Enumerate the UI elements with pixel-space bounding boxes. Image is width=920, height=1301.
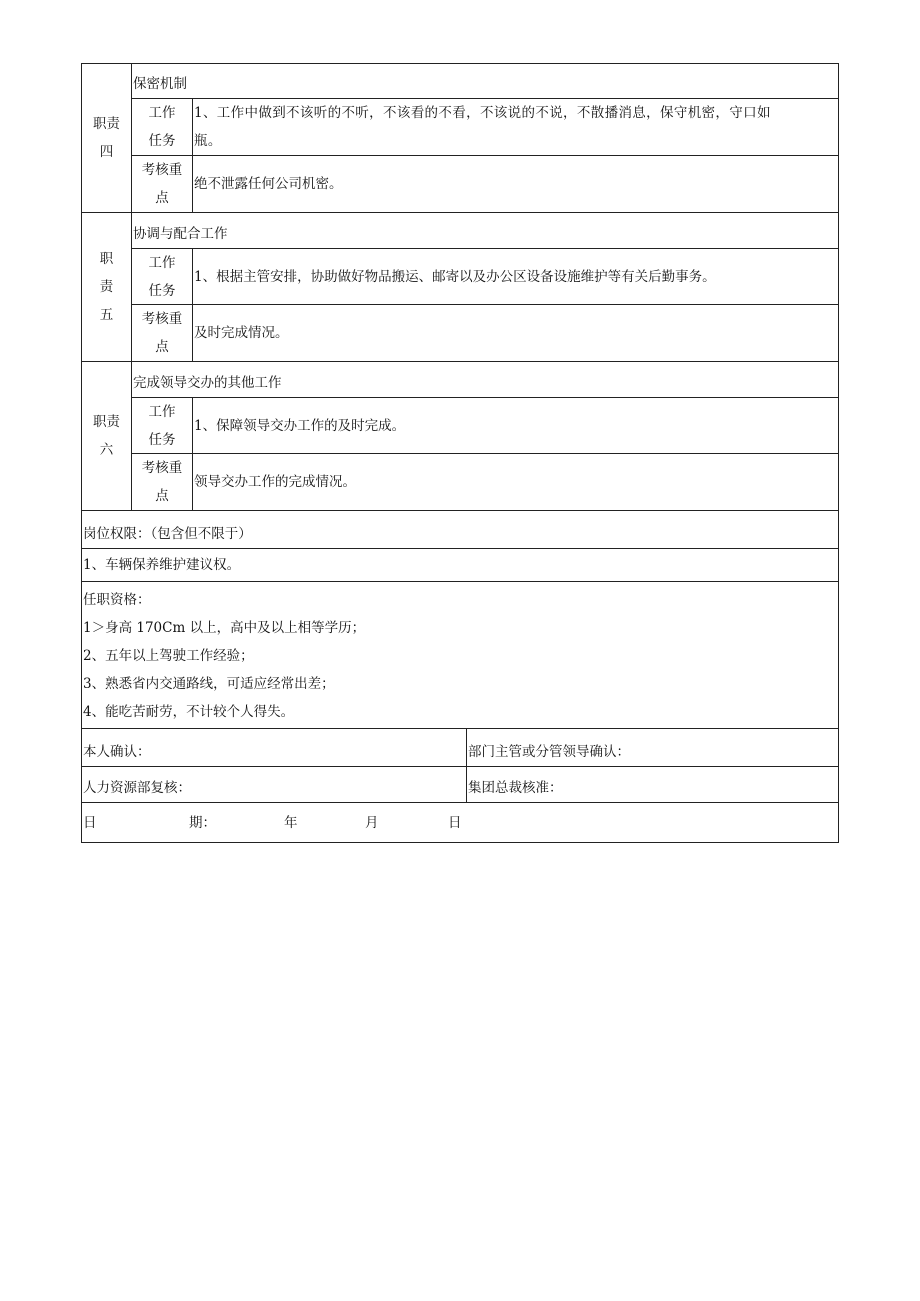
- duty-5-task-label: [131, 248, 193, 305]
- duty-6-assess-text: [192, 453, 839, 511]
- date-year-label: 年: [284, 815, 298, 831]
- duty-6-assess-label-line2: 点: [155, 488, 169, 504]
- duty-6-title-text: 完成领导交办的其他工作: [133, 375, 282, 391]
- duty-6-task-line1: 1、保障领导交办工作的及时完成。: [194, 417, 406, 434]
- duty-4-task-label-line1: 工作: [148, 105, 176, 121]
- ceo-approve-label: 集团总裁核准：: [468, 780, 563, 796]
- duty-4-label: [81, 63, 132, 213]
- self-confirm-label: 本人确认：: [83, 744, 151, 760]
- date-label-char1: 日: [83, 815, 97, 831]
- self-confirm-cell: [81, 728, 467, 767]
- duty-5-title: [131, 212, 839, 249]
- duty-4-task-line1: 1、工作中做到不该听的不听，不该看的不看，不该说的不说，不散播消息，保守机密，守口如: [194, 105, 771, 121]
- authority-items: [81, 548, 839, 582]
- duty-6-task-text: [192, 397, 839, 454]
- qualification-item-1: 1＞身高 170Cm 以上，高中及以上相等学历；: [83, 620, 366, 636]
- authority-item-1: 1、车辆保养维护建议权。: [83, 557, 241, 573]
- duty-5-assess-text: [192, 304, 839, 362]
- duty-5-task-line1: 1、根据主管安排，协助做好物品搬运、邮寄以及办公区设备设施维护等有关后勤事务。: [194, 268, 716, 285]
- duty-4-title: [131, 63, 839, 99]
- authority-heading-text: 岗位权限：（包含但不限于）: [83, 526, 252, 542]
- duty-5-assess-label: [131, 304, 193, 362]
- duty-5-title-text: 协调与配合工作: [133, 226, 228, 242]
- qualification-item-4: 4、能吃苦耐劳，不计较个人得失。: [83, 704, 295, 720]
- duty-5-assess-value: 及时完成情况。: [194, 325, 289, 341]
- duty-6-assess-label-line1: 考核重: [141, 460, 183, 476]
- duty-4-assess-label: [131, 155, 193, 213]
- qualification-item-3: 3、熟悉省内交通路线，可适应经常出差；: [83, 676, 335, 692]
- duty-4-assess-value: 绝不泄露任何公司机密。: [194, 176, 343, 192]
- duty-4-label-line1: 职责: [93, 116, 120, 132]
- duty-4-assess-label-line2: 点: [155, 190, 169, 206]
- duty-6-assess-value: 领导交办工作的完成情况。: [194, 474, 356, 490]
- duty-5-assess-label-line2: 点: [155, 339, 169, 355]
- date-row: [81, 802, 839, 843]
- duty-4-task-label: [131, 98, 193, 156]
- ceo-approve-cell: [466, 766, 839, 803]
- date-month-label: 月: [365, 815, 379, 831]
- qualification-item-2: 2、五年以上驾驶工作经验；: [83, 648, 254, 664]
- duty-6-task-label-line2: 任务: [148, 431, 176, 448]
- duty-6-label: [81, 361, 132, 511]
- duty-5-label-line2: 责: [99, 279, 114, 295]
- duty-6-assess-label: [131, 453, 193, 511]
- duty-4-assess-text: [192, 155, 839, 213]
- duty-5-label-line3: 五: [99, 307, 114, 323]
- duty-5-label: [81, 212, 132, 362]
- duty-5-label-line1: 职: [99, 251, 114, 267]
- duty-5-task-label-line1: 工作: [148, 254, 176, 271]
- qualifications-block: [81, 581, 839, 729]
- duty-4-task-label-line2: 任务: [148, 133, 176, 149]
- duty-6-task-label: [131, 397, 193, 454]
- authority-heading: [81, 510, 839, 549]
- duty-6-label-line1: 职责: [93, 414, 120, 430]
- duty-4-title-text: 保密机制: [133, 76, 187, 92]
- duty-6-title: [131, 361, 839, 398]
- hr-review-cell: [81, 766, 467, 803]
- duty-5-assess-label-line1: 考核重: [141, 311, 183, 327]
- dept-confirm-label: 部门主管或分管领导确认：: [468, 744, 630, 760]
- duty-5-task-label-line2: 任务: [148, 282, 176, 299]
- duty-4-task-text: [192, 98, 839, 156]
- hr-review-label: 人力资源部复核：: [83, 780, 191, 796]
- qualifications-heading: 任职资格：: [83, 592, 151, 608]
- duty-4-assess-label-line1: 考核重: [141, 162, 183, 178]
- date-label-char2: 期：: [189, 815, 216, 831]
- dept-confirm-cell: [466, 728, 839, 767]
- duty-4-label-line2: 四: [99, 144, 114, 160]
- date-day-label: 日: [448, 815, 462, 831]
- duty-6-task-label-line1: 工作: [148, 403, 176, 420]
- duty-5-task-text: [192, 248, 839, 305]
- duty-6-label-line2: 六: [99, 442, 114, 458]
- duty-4-task-line2: 瓶。: [194, 133, 222, 149]
